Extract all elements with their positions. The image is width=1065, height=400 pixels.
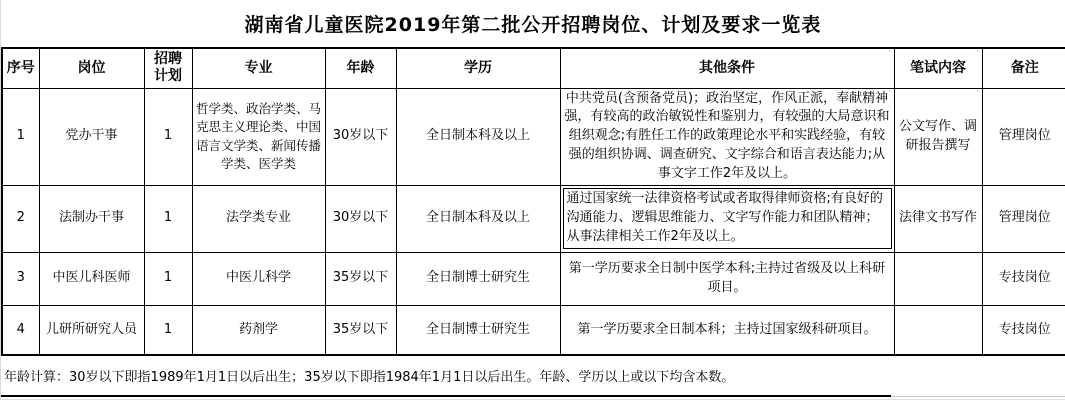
cell-other: 中共党员(含预备党员)；政治坚定，作风正派，奉献精神强，有较高的政治敏锐性和鉴别力，有较强的大局意识和组织观念;有胜任工作的政策理论水平和实践经验，有较强的组织协调、调查研究、文字综合和语言表达能力;从事文字工作2年及以上。 — [560, 88, 894, 185]
col-header-seq: 序号 — [2, 48, 39, 88]
cell-note: 专技岗位 — [982, 305, 1065, 355]
col-header-age: 年龄 — [325, 48, 396, 88]
col-header-post: 岗位 — [39, 48, 144, 88]
bottom-rule — [1, 395, 1065, 397]
cell-seq: 3 — [2, 252, 39, 305]
col-header-major: 专业 — [192, 48, 325, 88]
cell-age: 35岁以下 — [325, 252, 396, 305]
cell-exam: 公文写作、调研报告撰写 — [894, 88, 982, 185]
cell-post: 法制办干事 — [39, 185, 144, 252]
bottom-rule-black-segment — [1, 395, 891, 397]
bottom-rule-gray-segment — [891, 396, 1065, 397]
cell-other — [560, 185, 894, 252]
cell-major: 中医儿科学 — [192, 252, 325, 305]
cell-age: 30岁以下 — [325, 88, 396, 185]
age-calculation-footnote: 年龄计算：30岁以下即指1989年1月1日以后出生；35岁以下即指1984年1月1日以后出生。年龄、学历以上或以下均含本数。 — [4, 370, 735, 386]
table-row — [2, 185, 1065, 252]
page-title: 湖南省儿童医院2019年第二批公开招聘岗位、计划及要求一览表 — [244, 14, 822, 36]
cell-note: 专技岗位 — [982, 252, 1065, 305]
cell-major: 法学类专业 — [192, 185, 325, 252]
cell-note: 管理岗位 — [982, 88, 1065, 185]
cell-exam: 法律文书写作 — [894, 185, 982, 252]
cell-seq: 2 — [2, 185, 39, 252]
cell-plan: 1 — [144, 305, 192, 355]
cell-exam — [894, 252, 982, 305]
cell-major: 哲学类、政治学类、马克思主义理论类、中国语言文学类、新闻传播学类、医学类 — [192, 88, 325, 185]
cell-seq: 1 — [2, 88, 39, 185]
cell-post: 党办干事 — [39, 88, 144, 185]
cell-post: 儿研所研究人员 — [39, 305, 144, 355]
cell-plan: 1 — [144, 252, 192, 305]
header-row — [2, 48, 1065, 88]
cell-plan: 1 — [144, 185, 192, 252]
cell-degree: 全日制本科及以上 — [396, 88, 560, 185]
cell-major: 药剂学 — [192, 305, 325, 355]
cell-age: 35岁以下 — [325, 305, 396, 355]
cell-exam — [894, 305, 982, 355]
cell-plan: 1 — [144, 88, 192, 185]
cell-post: 中医儿科医师 — [39, 252, 144, 305]
recruitment-table — [1, 47, 1065, 356]
cell-degree: 全日制博士研究生 — [396, 305, 560, 355]
cell-degree: 全日制博士研究生 — [396, 252, 560, 305]
other-conditions-textbox: 通过国家统一法律资格考试或者取得律师资格;有良好的沟通能力、逻辑思维能力、文字写作能力和团队精神；从事法律相关工作2年及以上。 — [563, 188, 892, 249]
cell-age: 30岁以下 — [325, 185, 396, 252]
table-row — [2, 305, 1065, 355]
cell-note: 管理岗位 — [982, 185, 1065, 252]
cell-seq: 4 — [2, 305, 39, 355]
col-header-plan: 招聘计划 — [144, 48, 192, 88]
cell-other: 第一学历要求全日制本科；主持过国家级科研项目。 — [560, 305, 894, 355]
cell-degree: 全日制本科及以上 — [396, 185, 560, 252]
col-header-other: 其他条件 — [560, 48, 894, 88]
table-row — [2, 252, 1065, 305]
table-row — [2, 88, 1065, 185]
col-header-degree: 学历 — [396, 48, 560, 88]
col-header-exam: 笔试内容 — [894, 48, 982, 88]
col-header-note: 备注 — [982, 48, 1065, 88]
cell-other: 第一学历要求全日制中医学本科;主持过省级及以上科研项目。 — [560, 252, 894, 305]
